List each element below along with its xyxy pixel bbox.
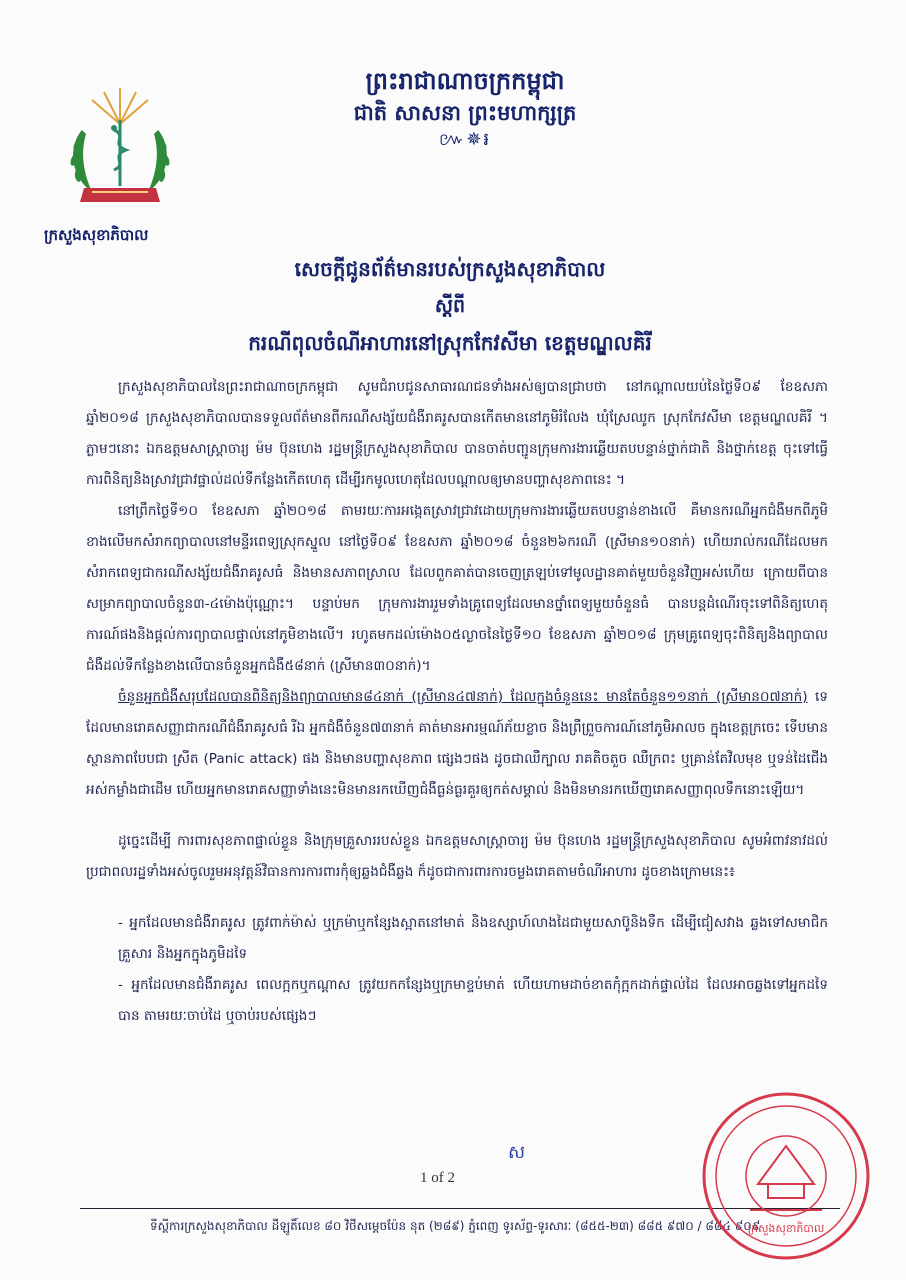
paragraph-2: នៅព្រឹកថ្ងៃទី១០ ខែឧសភា ឆ្នាំ២០១៨ តាមរយៈការអង្កេតស្រាវជ្រាវដោយក្រុមការងារឆ្លើយតបបន្ទាន់ខាងលើ គឺមានករណីអ្នកជំងឺមកពីភូមិខាងលើមកសំរាកព្យាបាលនៅមន្ទីរពេទ្យស្រុកស្នួល នៅថ្ងៃទី០៩ ខែឧសភា ឆ្នាំ២០១៨ ចំនួន២៦ករណី (ស្រីមាន១០នាក់) ហើយរាល់ករណីដែលមកសំរាកពេទ្យជាករណីសង្ស័យជំងឺរាគរូសធំ និងមានសភាពស្រាល ដែលពួកគាត់បានចេញត្រឡប់ទៅមូលដ្ឋានគាត់មួយចំនួនវិញអស់ហើយ ក្រោយពីបានសម្រាកព្យាបាលចំនួន៣-៤ម៉ោងប៉ុណ្ណោះ។ បន្ទាប់មក ក្រុមការងាររួមទាំងគ្រូពេទ្យដែលមានថ្នាំពេទ្យមួយចំនួនធំ បានបន្តដំណើរចុះទៅពិនិត្យហេតុការណ៍ផងនិងផ្តល់ការព្យាបាលផ្ទាល់នៅភូមិខាងលើ។ រហូតមកដល់ម៉ោង០៥ល្ងាចនៃថ្ងៃទី១០ ខែឧសភា ឆ្នាំ២០១៨ ក្រុមគ្រូពេទ្យចុះពិនិត្យនិងព្យាបាលជំងឺដល់ទីកន្លែងខាងលើបានចំនួនអ្នកជំងឺ៥៨នាក់ (ស្រីមាន៣០នាក់)។ [86, 503, 828, 674]
stamp-text: ក្រសួងសុខាភិបាល [747, 1222, 825, 1235]
footer-address: ទីស្តីការក្រសួងសុខាភិបាល ដីឡូតិ៍លេខ ៨០ វិថីសម្តេចប៉ែន នុត (២៨៩) ភ្នំពេញ ទូរស័ព្ទ-ទូរសារៈ (៨៥៥-២៣) ៨៨៥ ៩៧០ / ៨៨៤ ៩០៩ [150, 1219, 761, 1233]
paragraph-4: ដូច្នេះដើម្បី ការពារសុខភាពផ្ទាល់ខ្លួន និងក្រុមគ្រួសាររបស់ខ្លួន ឯកឧត្តមសាស្ត្រាចារ្យ ម៉ម ប៊ុនហេង រដ្ឋមន្ត្រីក្រសួងសុខាភិបាល សូមអំពាវនាវដល់ប្រជាពលរដ្ឋទាំងអស់ចូលរួមអនុវត្តន៍វិធានការការពារកុំឲ្យឆ្លងជំងឺឆ្លង ក៏ដូចជាការពារការចម្លងរោគតាមចំណីអាហារ ដូចខាងក្រោមនេះ៖ [86, 833, 828, 880]
signature-mark: ស [508, 1142, 526, 1163]
paragraph-3-underlined: ចំនួនអ្នកជំងឺសរុបដែលបានពិនិត្យនិងព្យាបាលមាន៨៤នាក់ (ស្រីមាន៤៧នាក់) ដែលក្នុងចំនួននេះ មានតែចំនួន១១នាក់ (ស្រីមាន០៧នាក់) [118, 689, 808, 705]
title-line-3: ករណីពុលចំណីអាហារនៅស្រុកកែវសីមា ខេត្តមណ្ឌលគិរី [248, 331, 652, 355]
official-stamp-icon [698, 1088, 874, 1264]
national-motto: ជាតិ សាសនា ព្រះមហាក្សត្រ [353, 101, 577, 125]
paragraph-3 [86, 682, 828, 806]
ministry-name: ក្រសួងសុខាភិបាល [44, 226, 149, 244]
ministry-logo-icon [62, 84, 178, 210]
page-number: 1 of 2 [420, 1170, 455, 1186]
bullet-1: - អ្នកដែលមានជំងឺរាគរូស ត្រូវពាក់ម៉ាស់ ឬក្រម៉ាឬកន្សែងស្អាតនៅមាត់ និងឧស្សាហ៍លាងដៃជាមួយសាប៊ូនិងទឹក ដើម្បីជៀសវាង ឆ្លងទៅសមាជិកគ្រួសារ និងអ្នកក្នុងភូមិដទៃ [118, 915, 828, 962]
paragraph-3-rest: ទេ ដែលមានរោគសញ្ញាជាករណីជំងឺរាគរូសធំ រីឯ អ្នកជំងឺចំនួន៧៣នាក់ គាត់មានអារម្មណ៍ភ័យខ្លាច និងព្រឺព្រួចការណ៍នៅភូមិអាលច ក្នុងខេត្តក្រចេះ ទើបមានស្ថានភាពបែបជា ស្រីត (Panic attack) ផង និងមានបញ្ហាសុខភាព ផ្សេងៗផង ដូចជាឈឺក្បាល រាគតិចតួច ឈឺក្រពះ ឬគ្រាន់តែវិលមុខ ឬទន់ដៃជើង អស់កម្លាំងជាដើម ហើយអ្នកមានរោគសញ្ញាទាំងនេះមិនមានរកឃើញជំងឺធ្ងន់ធ្ងរគួរឲ្យកត់សម្គាល់ និងមិនមានរកឃើញរោគសញ្ញាពុលទឹកនោះឡើយ។ [86, 689, 828, 798]
title-line-1: សេចក្តីជូនព័ត៌មានរបស់ក្រសួងសុខាភិបាល [294, 257, 606, 281]
bullet-2: - អ្នកដែលមានជំងឺរាគរូស ពេលក្អកឬកណ្តាស ត្រូវយកកន្សែងឬក្រមាខ្ទប់មាត់ ហើយហាមដាច់ខាតកុំក្អកដាក់ផ្ទាល់ដៃ ដែលអាចឆ្លងទៅអ្នកដទៃបាន តាមរយៈចាប់ដៃ ឬចាប់របស់ផ្សេងៗ [118, 977, 828, 1024]
document-body [86, 372, 828, 1032]
title-line-2: ស្តីពី [434, 295, 466, 317]
ornament-divider: ៚✵៛ [438, 129, 492, 150]
paragraph-1: ក្រសួងសុខាភិបាលនៃព្រះរាជាណាចក្រកម្ពុជា សូមជំរាបជូនសាធារណជនទាំងអស់ឲ្យបានជ្រាបថា នៅកណ្តាលយប់នៃថ្ងៃទី០៩ ខែឧសភា ឆ្នាំ២០១៨ ក្រសួងសុខាភិបាលបានទទួលព័ត៌មានពីករណីសង្ស័យជំងឺរាគរូសបានកើតមាននៅភូមិរំលែង ឃុំស្រែឈូក ស្រុកកែវសីមា ខេត្តមណ្ឌលគិរី ។ ភ្លាមៗនោះ ឯកឧត្តមសាស្ត្រាចារ្យ ម៉ម ប៊ុនហេង រដ្ឋមន្ត្រីក្រសួងសុខាភិបាល បានចាត់បញ្ជូនក្រុមការងារឆ្លើយតបបន្ទាន់ថ្នាក់ជាតិ និងថ្នាក់ខេត្ត ចុះទៅធ្វើការពិនិត្យនិងស្រាវជ្រាវផ្ទាល់ដល់ទីកន្លែងកើតហេតុ ដើម្បីរកមូលហេតុដែលបណ្តាលឲ្យមានបញ្ហាសុខភាពនេះ ។ [86, 379, 828, 488]
document-titles [130, 250, 770, 362]
kingdom-title: ព្រះរាជាណាចក្រកម្ពុជា [365, 67, 565, 95]
kingdom-header [300, 64, 630, 152]
